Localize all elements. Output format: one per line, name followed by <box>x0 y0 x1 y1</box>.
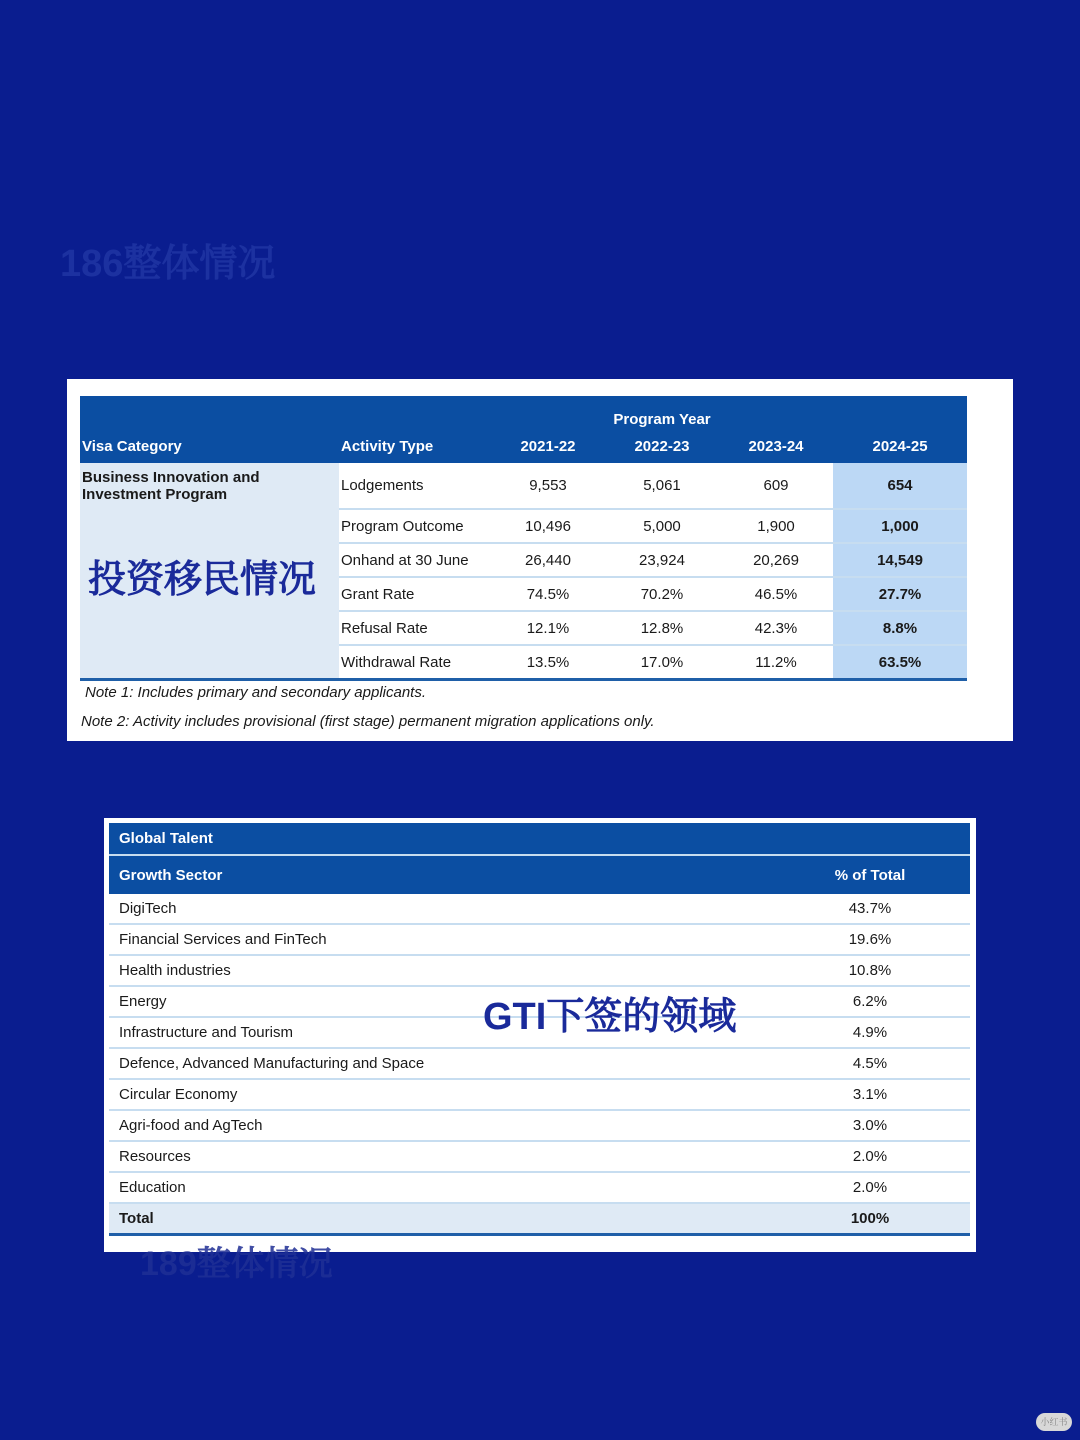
sector-cell: Defence, Advanced Manufacturing and Space <box>109 1048 770 1079</box>
sector-cell: Agri-food and AgTech <box>109 1110 770 1141</box>
value-cell-highlight: 14,549 <box>833 543 967 577</box>
total-pct: 100% <box>770 1203 970 1235</box>
value-cell: 12.1% <box>491 611 605 645</box>
ghost-heading-bottom: 189整体情况 <box>140 1245 333 1283</box>
note-1: Note 1: Includes primary and secondary applicants. <box>85 684 427 701</box>
pct-cell: 4.9% <box>770 1017 970 1048</box>
table-row <box>109 894 970 924</box>
sector-cell: Financial Services and FinTech <box>109 924 770 955</box>
activity-cell: Lodgements <box>339 463 491 509</box>
header-pct-total: % of Total <box>770 855 970 894</box>
header-spacer <box>339 396 491 430</box>
total-row <box>109 1203 970 1235</box>
pct-cell: 10.8% <box>770 955 970 986</box>
table-row <box>80 463 967 509</box>
header-year: 2021-22 <box>491 430 605 463</box>
pct-cell: 19.6% <box>770 924 970 955</box>
value-cell-highlight: 8.8% <box>833 611 967 645</box>
pct-cell: 43.7% <box>770 894 970 924</box>
sector-cell: DigiTech <box>109 894 770 924</box>
sector-cell: Infrastructure and Tourism <box>109 1017 770 1048</box>
bip-table <box>80 396 967 681</box>
header-activity-type: Activity Type <box>339 430 491 463</box>
value-cell: 20,269 <box>719 543 833 577</box>
pct-cell: 2.0% <box>770 1141 970 1172</box>
activity-cell: Withdrawal Rate <box>339 645 491 680</box>
table-row <box>109 1079 970 1110</box>
gt-overlay-caption: GTI下签的领域 <box>483 996 737 1038</box>
value-cell: 9,553 <box>491 463 605 509</box>
table-row <box>109 924 970 955</box>
header-visa-category: Visa Category <box>80 430 339 463</box>
pct-cell: 6.2% <box>770 986 970 1017</box>
value-cell: 42.3% <box>719 611 833 645</box>
table-row <box>109 1048 970 1079</box>
value-cell: 23,924 <box>605 543 719 577</box>
watermark-logo: 小红书 <box>1036 1413 1072 1431</box>
activity-cell: Program Outcome <box>339 509 491 543</box>
value-cell: 12.8% <box>605 611 719 645</box>
table-row <box>109 1172 970 1203</box>
header-growth-sector: Growth Sector <box>109 855 770 894</box>
value-cell: 609 <box>719 463 833 509</box>
table-row <box>109 955 970 986</box>
sector-cell: Health industries <box>109 955 770 986</box>
activity-cell: Refusal Rate <box>339 611 491 645</box>
sector-cell: Education <box>109 1172 770 1203</box>
sector-cell: Circular Economy <box>109 1079 770 1110</box>
value-cell: 11.2% <box>719 645 833 680</box>
sector-cell: Resources <box>109 1141 770 1172</box>
header-year: 2022-23 <box>605 430 719 463</box>
value-cell: 13.5% <box>491 645 605 680</box>
header-year: 2023-24 <box>719 430 833 463</box>
header-year: 2024-25 <box>833 430 967 463</box>
sector-cell: Energy <box>109 986 770 1017</box>
pct-cell: 3.1% <box>770 1079 970 1110</box>
value-cell: 74.5% <box>491 577 605 611</box>
value-cell: 5,000 <box>605 509 719 543</box>
value-cell-highlight: 1,000 <box>833 509 967 543</box>
value-cell-highlight: 27.7% <box>833 577 967 611</box>
pct-cell: 3.0% <box>770 1110 970 1141</box>
table-title: Global Talent <box>109 823 970 855</box>
value-cell: 1,900 <box>719 509 833 543</box>
value-cell: 70.2% <box>605 577 719 611</box>
value-cell: 5,061 <box>605 463 719 509</box>
value-cell: 46.5% <box>719 577 833 611</box>
value-cell: 26,440 <box>491 543 605 577</box>
pct-cell: 2.0% <box>770 1172 970 1203</box>
value-cell: 10,496 <box>491 509 605 543</box>
note-2: Note 2: Activity includes provisional (first stage) permanent migration applications only. <box>81 713 655 730</box>
value-cell: 17.0% <box>605 645 719 680</box>
activity-cell: Grant Rate <box>339 577 491 611</box>
table-row <box>109 1141 970 1172</box>
header-program-year: Program Year <box>491 396 833 430</box>
table-row <box>109 1110 970 1141</box>
ghost-heading-top: 186整体情况 <box>60 243 276 285</box>
bip-overlay-caption: 投资移民情况 <box>88 559 317 601</box>
total-label: Total <box>109 1203 770 1235</box>
header-spacer <box>80 396 339 430</box>
activity-cell: Onhand at 30 June <box>339 543 491 577</box>
visa-category-cell: Business Innovation and Investment Program <box>80 463 339 680</box>
value-cell-highlight: 654 <box>833 463 967 509</box>
header-spacer <box>833 396 967 430</box>
pct-cell: 4.5% <box>770 1048 970 1079</box>
value-cell-highlight: 63.5% <box>833 645 967 680</box>
